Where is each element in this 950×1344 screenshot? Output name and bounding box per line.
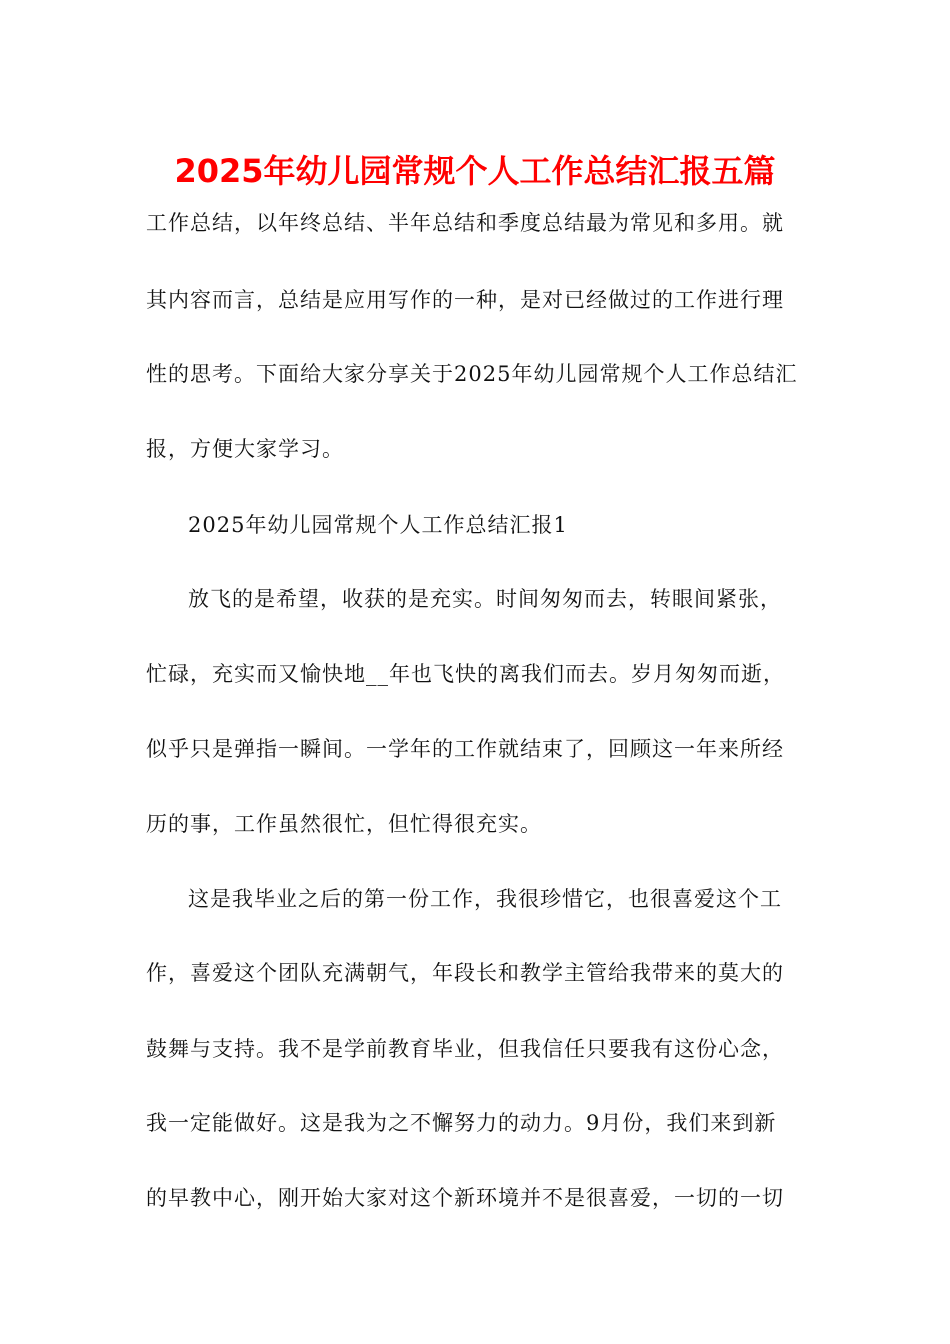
paragraph-line: 性的思考。下面给大家分享关于2025年幼儿园常规个人工作总结汇 [146, 362, 798, 386]
paragraph-line: 我一定能做好。这是我为之不懈努力的动力。9月份，我们来到新 [146, 1111, 777, 1135]
paragraph-line: 工作总结，以年终总结、半年总结和季度总结最为常见和多用。就 [146, 211, 784, 235]
paragraph-line: 报，方便大家学习。 [146, 437, 344, 461]
paragraph-line: 忙碌，充实而又愉快地__年也飞快的离我们而去。岁月匆匆而逝， [146, 662, 785, 686]
paragraph-line: 历的事，工作虽然很忙，但忙得很充实。 [146, 812, 542, 836]
paragraph-line: 这是我毕业之后的第一份工作，我很珍惜它，也很喜爱这个工 [188, 887, 782, 911]
paragraph-line: 的早教中心，刚开始大家对这个新环境并不是很喜爱，一切的一切 [146, 1186, 784, 1210]
document-title: 2025年幼儿园常规个人工作总结汇报五篇 [174, 152, 776, 190]
paragraph-line: 作，喜爱这个团队充满朝气，年段长和教学主管给我带来的莫大的 [146, 961, 784, 985]
paragraph-line: 似乎只是弹指一瞬间。一学年的工作就结束了，回顾这一年来所经 [146, 737, 784, 761]
paragraph-line: 其内容而言，总结是应用写作的一种，是对已经做过的工作进行理 [146, 288, 784, 312]
paragraph-line: 鼓舞与支持。我不是学前教育毕业，但我信任只要我有这份心念， [146, 1037, 784, 1061]
paragraph-line: 放飞的是希望，收获的是充实。时间匆匆而去，转眼间紧张， [188, 587, 782, 611]
section-heading: 2025年幼儿园常规个人工作总结汇报1 [188, 513, 568, 537]
